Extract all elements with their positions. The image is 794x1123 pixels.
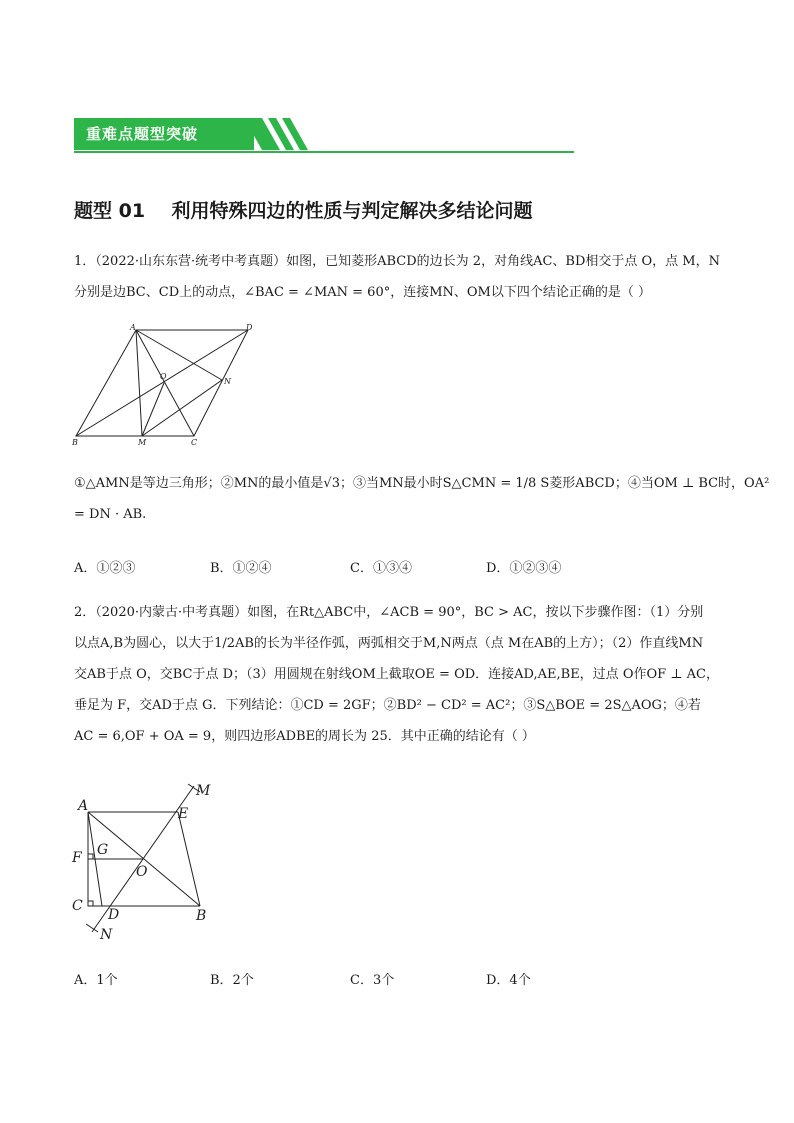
q1-line-1: 1．（2022·山东东营·统考中考真题）如图，已知菱形ABCD的边长为 2，对角线AC、BD相交于点 O，点 M，N: [74, 254, 720, 269]
q2-line-4: 垂足为 F，交AD于点 G．下列结论：①CD = 2GF；②BD² − CD² = AC²；③S△BOE = 2S△AOG；④若: [74, 698, 701, 713]
q2-line-3: 交AB于点 O，交BC于点 D；（3）用圆规在射线OM上截取OE = OD．连接AD,AE,BE，过点 O作OF ⊥ AC，: [74, 667, 719, 682]
q2-label-O: O: [136, 864, 148, 880]
q1-line-2: 分别是边BC、CD上的动点，∠BAC = ∠MAN = 60°，连接MN、OM以下四个结论正确的是（ ）: [74, 285, 652, 300]
q2-construction-figure: [66, 780, 236, 945]
q1-label-M: M: [138, 438, 147, 446]
q1-option-d[interactable]: D．①②③④: [486, 561, 562, 576]
q2-option-b[interactable]: B．2个: [210, 973, 254, 988]
q1-option-b[interactable]: B．①②④: [210, 561, 272, 576]
q2-option-d[interactable]: D．4个: [486, 973, 531, 988]
q2-label-D: D: [108, 907, 120, 923]
q1-label-D: D: [246, 323, 253, 332]
q2-line-1: 2．（2020·内蒙古·中考真题）如图，在Rt△ABC中，∠ACB = 90°，BC > AC，按以下步骤作图：（1）分别: [74, 605, 704, 620]
q1-option-a[interactable]: A．①②③: [74, 561, 136, 576]
banner-stripes: [244, 118, 354, 152]
q1-statement-line-1: ①△AMN是等边三角形；②MN的最小值是√3；③当MN最小时S△CMN = 1/8 S菱形ABCD；④当OM ⊥ BC时，OA²: [74, 476, 770, 491]
q2-line-5: AC = 6,OF + OA = 9，则四边形ADBE的周长为 25．其中正确的结论有（ ）: [74, 729, 535, 744]
q2-label-E: E: [178, 806, 189, 822]
q2-label-N: N: [100, 927, 113, 943]
q1-rhombus-figure: [66, 322, 266, 446]
q1-label-C: C: [191, 438, 198, 446]
q2-label-F: F: [72, 850, 82, 866]
q2-stem: [74, 597, 734, 752]
q1-option-c[interactable]: C．①③④: [350, 561, 412, 576]
q1-label-B: B: [72, 438, 78, 446]
q1-label-N: N: [224, 377, 231, 386]
q2-option-a[interactable]: A．1个: [74, 973, 118, 988]
q2-label-C: C: [72, 898, 83, 914]
q1-label-A: A: [130, 323, 136, 332]
q2-label-G: G: [97, 842, 109, 858]
banner-label: 重难点题型突破: [86, 125, 199, 143]
q1-statements: [74, 468, 770, 530]
q2-label-B: B: [196, 908, 207, 924]
q2-option-c[interactable]: C．3个: [350, 973, 395, 988]
section-title: 题型 01 利用特殊四边的性质与判定解决多结论问题: [74, 200, 533, 222]
q1-statement-line-2: = DN · AB.: [74, 507, 147, 522]
q1-label-O: O: [160, 372, 167, 381]
banner-underline: [74, 151, 574, 153]
q2-line-2: 以点A,B为圆心，以大于1/2AB的长为半径作弧，两弧相交于M,N两点（点 M在AB的上方）；（2）作直线MN: [74, 636, 704, 651]
q2-label-A: A: [78, 798, 89, 814]
q1-stem: [74, 246, 734, 308]
section-banner: [74, 118, 574, 154]
q2-label-M: M: [196, 783, 211, 799]
